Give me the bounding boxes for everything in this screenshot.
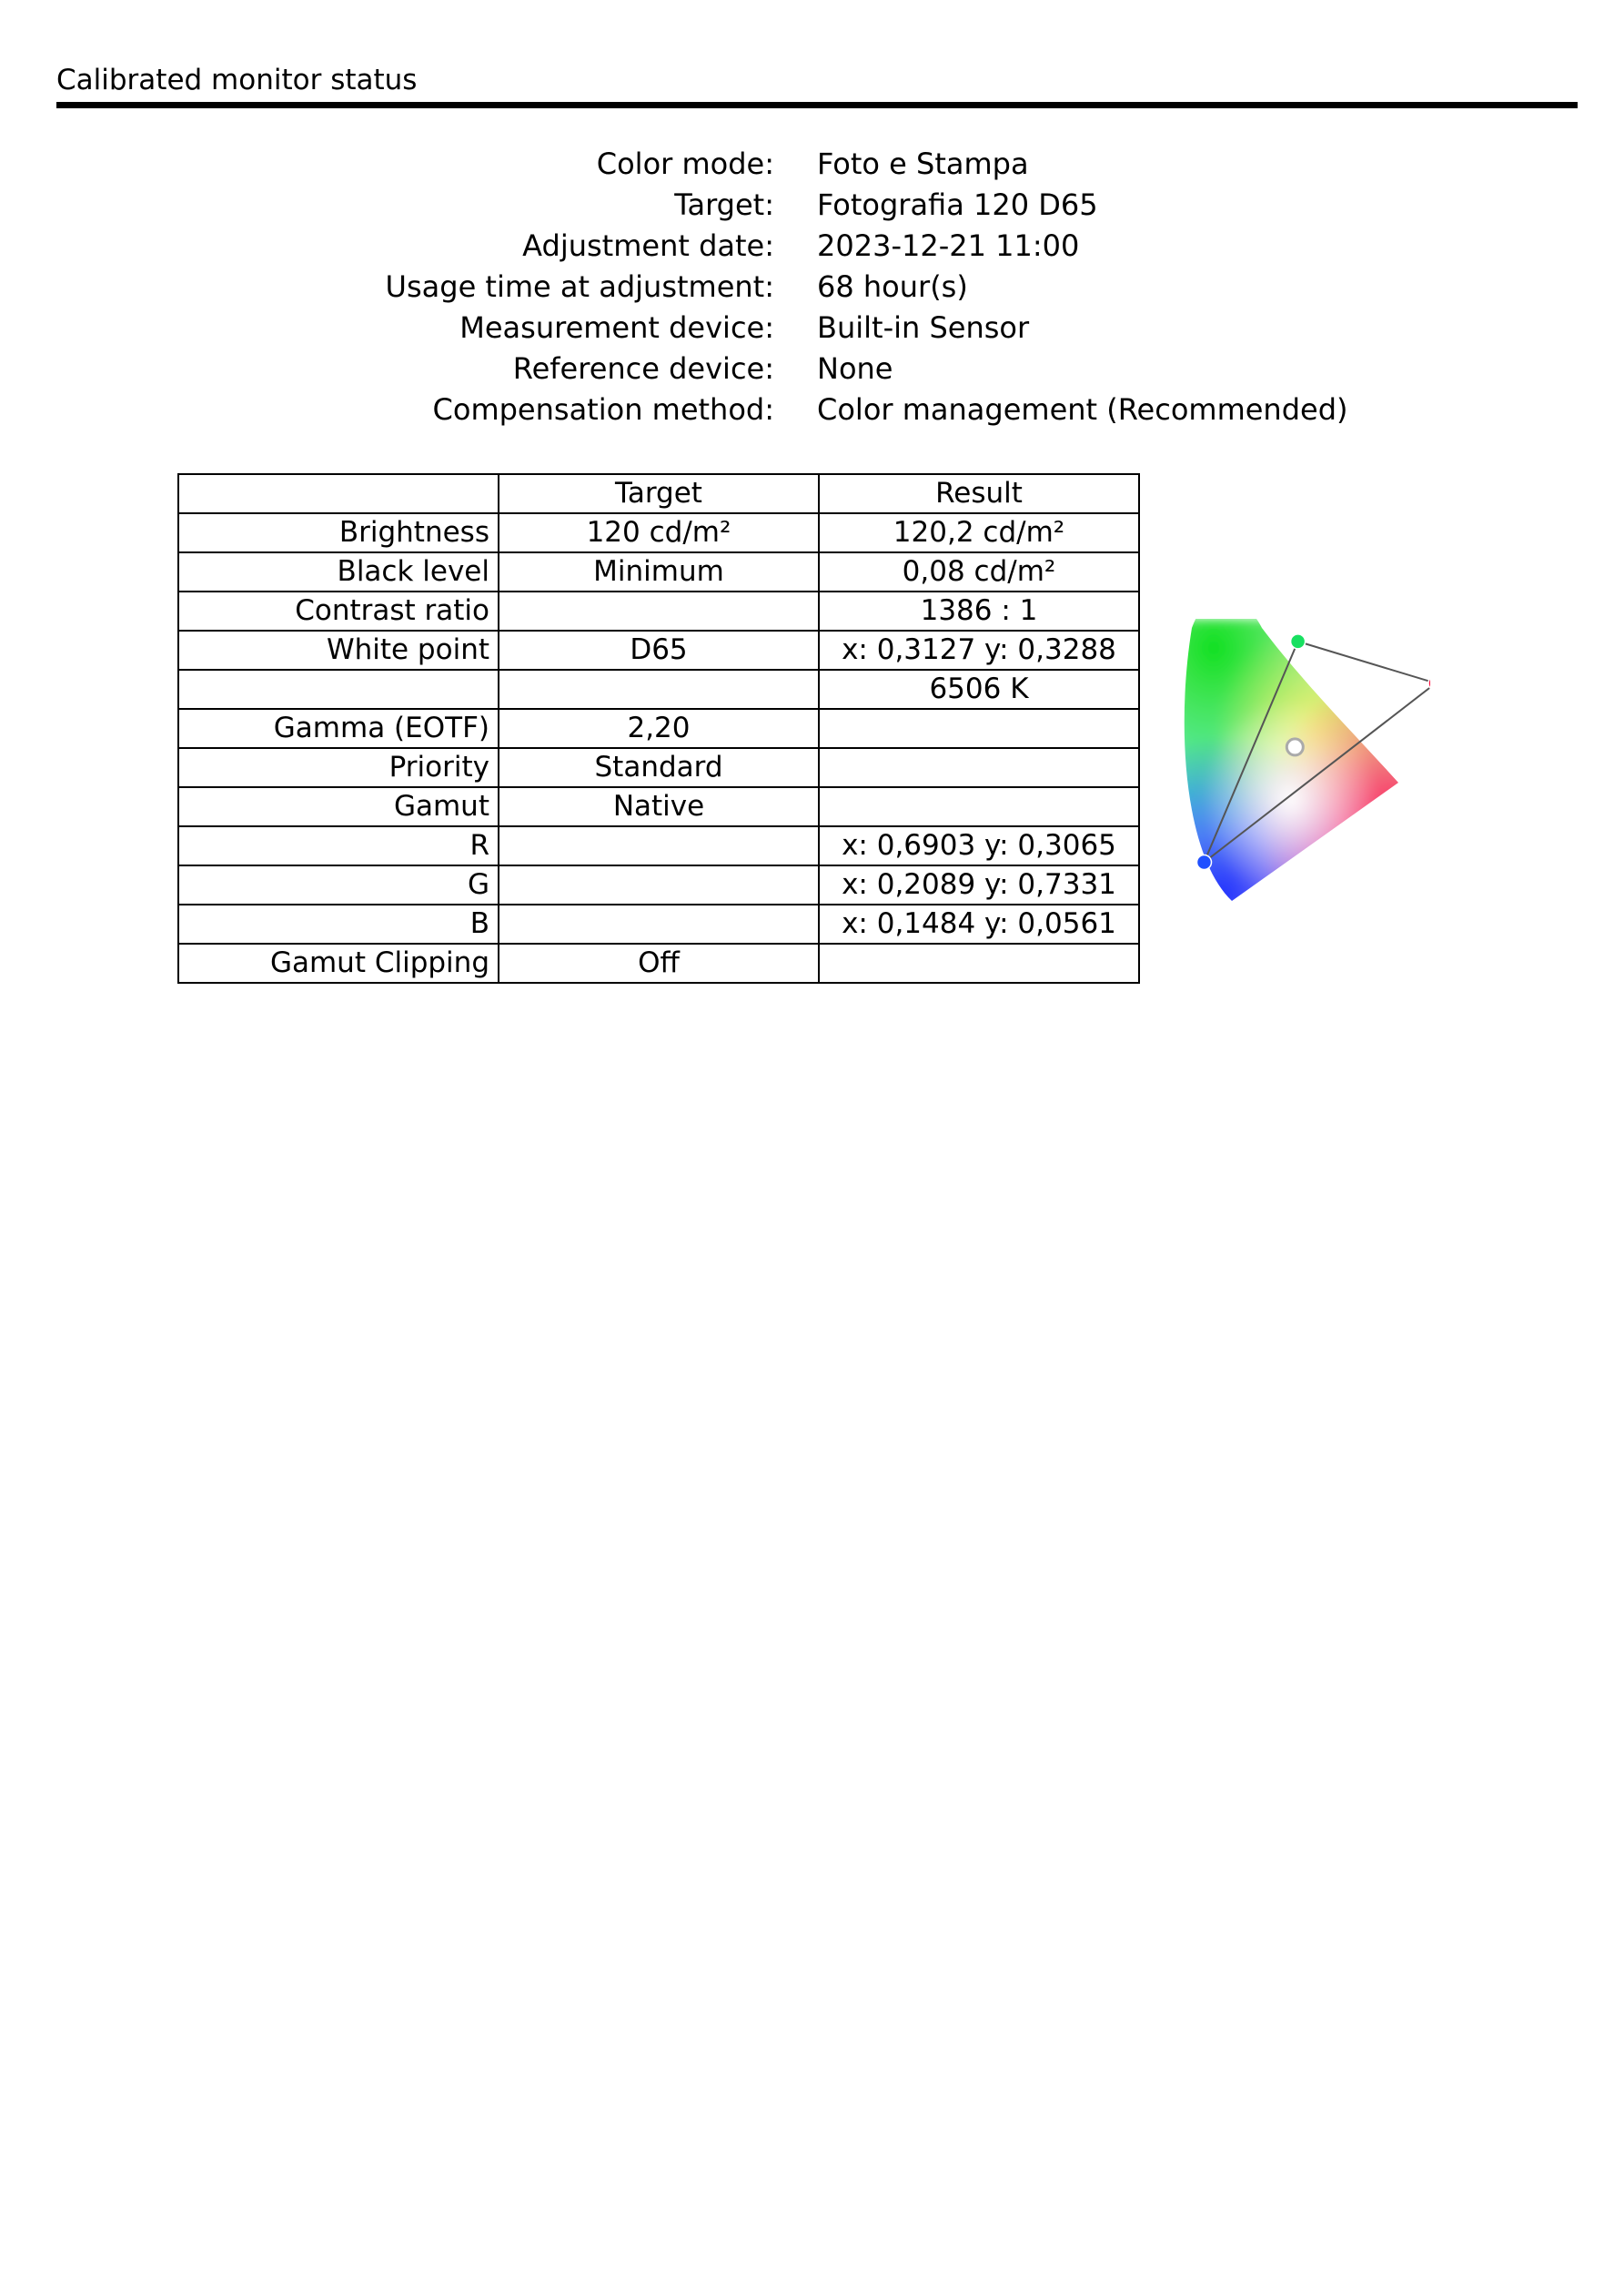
target-cell: Minimum <box>499 552 819 592</box>
table-header-cell: Target <box>499 474 819 513</box>
table-header-cell: Result <box>819 474 1139 513</box>
info-row-adjustment-date <box>0 226 1624 267</box>
table-row <box>178 592 1139 631</box>
row-label-cell: Black level <box>178 552 499 592</box>
target-cell: Off <box>499 944 819 983</box>
result-cell <box>819 748 1139 787</box>
table-row <box>178 552 1139 592</box>
target-cell <box>499 592 819 631</box>
table-row <box>178 865 1139 905</box>
result-cell: 6506 K <box>819 670 1139 709</box>
table-row <box>178 826 1139 865</box>
table-row <box>178 905 1139 944</box>
info-label: Measurement device: <box>459 310 774 345</box>
row-label-cell: Gamut <box>178 787 499 826</box>
gamut-locus <box>1175 619 1430 910</box>
info-value: 2023-12-21 11:00 <box>817 228 1080 263</box>
info-value: None <box>817 351 893 386</box>
target-cell: 120 cd/m² <box>499 513 819 552</box>
info-label: Usage time at adjustment: <box>385 269 774 304</box>
row-label-cell: G <box>178 865 499 905</box>
row-label-cell: B <box>178 905 499 944</box>
info-value: Color management (Recommended) <box>817 392 1348 427</box>
row-label-cell <box>178 670 499 709</box>
row-label-cell: Gamut Clipping <box>178 944 499 983</box>
target-cell <box>499 865 819 905</box>
info-row-target <box>0 185 1624 226</box>
info-label: Compensation method: <box>432 392 774 427</box>
result-cell: x: 0,2089 y: 0,7331 <box>819 865 1139 905</box>
page-title: Calibrated monitor status <box>56 64 418 96</box>
target-cell <box>499 670 819 709</box>
result-cell: 1386 : 1 <box>819 592 1139 631</box>
row-label-cell: R <box>178 826 499 865</box>
gamut-point-blue <box>1197 855 1212 870</box>
row-label-cell: White point <box>178 631 499 670</box>
result-cell: x: 0,3127 y: 0,3288 <box>819 631 1139 670</box>
info-row-compensation-method <box>0 389 1624 430</box>
target-cell <box>499 826 819 865</box>
info-row-color-mode <box>0 144 1624 185</box>
result-cell <box>819 709 1139 748</box>
row-label-cell: Brightness <box>178 513 499 552</box>
info-label: Adjustment date: <box>522 228 774 263</box>
info-row-usage-time <box>0 267 1624 308</box>
table-row <box>178 670 1139 709</box>
table-row <box>178 748 1139 787</box>
target-cell: 2,20 <box>499 709 819 748</box>
result-cell <box>819 944 1139 983</box>
gamut-point-green <box>1291 634 1306 649</box>
result-cell: x: 0,6903 y: 0,3065 <box>819 826 1139 865</box>
table-header-cell <box>178 474 499 513</box>
table-row <box>178 944 1139 983</box>
info-label: Reference device: <box>512 351 774 386</box>
result-cell: 0,08 cd/m² <box>819 552 1139 592</box>
result-cell <box>819 787 1139 826</box>
result-cell: 120,2 cd/m² <box>819 513 1139 552</box>
gamut-diagram <box>1175 619 1430 910</box>
info-row-reference-device <box>0 349 1624 389</box>
table-header-row <box>178 474 1139 513</box>
info-list <box>0 144 1624 430</box>
row-label-cell: Gamma (EOTF) <box>178 709 499 748</box>
status-table <box>177 473 1140 984</box>
result-cell: x: 0,1484 y: 0,0561 <box>819 905 1139 944</box>
target-cell <box>499 905 819 944</box>
info-row-measurement-device <box>0 308 1624 349</box>
info-value: Foto e Stampa <box>817 147 1029 181</box>
info-label: Target: <box>674 187 774 222</box>
info-label: Color mode: <box>596 147 774 181</box>
target-cell: Native <box>499 787 819 826</box>
info-value: Fotografia 120 D65 <box>817 187 1098 222</box>
row-label-cell: Contrast ratio <box>178 592 499 631</box>
table-row <box>178 631 1139 670</box>
info-value: 68 hour(s) <box>817 269 968 304</box>
gamut-point-white <box>1286 739 1303 755</box>
table-row <box>178 709 1139 748</box>
row-label-cell: Priority <box>178 748 499 787</box>
table-row <box>178 513 1139 552</box>
info-value: Built-in Sensor <box>817 310 1030 345</box>
target-cell: D65 <box>499 631 819 670</box>
target-cell: Standard <box>499 748 819 787</box>
page-header <box>56 56 1578 108</box>
table-row <box>178 787 1139 826</box>
